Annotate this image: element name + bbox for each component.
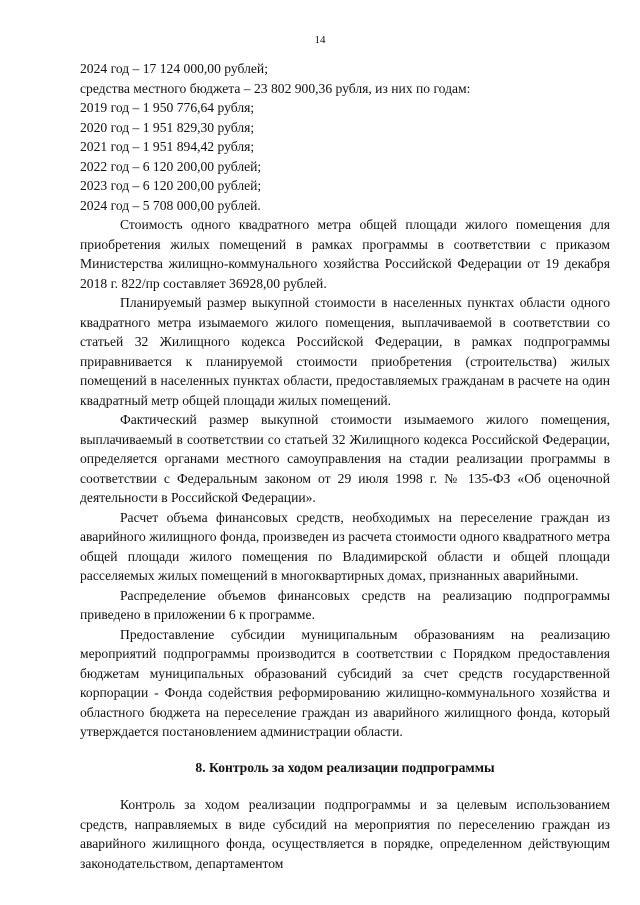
funding-line: средства местного бюджета – 23 802 900,36 рубля, из них по годам: xyxy=(80,80,471,96)
page-number: 14 xyxy=(314,34,326,46)
funding-line: 2020 год – 1 951 829,30 рубля; xyxy=(80,119,255,135)
section-heading: 8. Контроль за ходом реализации подпрограммы xyxy=(195,759,495,775)
body-paragraph: Стоимость одного квадратного метра общей площади жилого помещения для приобретения жилых помещений в рамках программы в соответствии с приказом Министерства жилищно-коммунального хозяйства Российской Федерации от 19 декабря 2018 г. 822/пр составляет 36928,00 рублей. xyxy=(80,217,610,291)
body-paragraph: Фактический размер выкупной стоимости изымаемого жилого помещения, выплачиваемый в соответствии со статьей 32 Жилищного кодекса Российской Федерации, определяется органами местного самоуправления на стадии реализации программы в соответствии с Федеральным законом от 29 июля 1998 г. № 135-ФЗ «Об оценочной деятельности в Российской Федерации». xyxy=(80,412,610,505)
body-paragraph: Предоставление субсидии муниципальным образованиям на реализацию мероприятий подпрограммы производится в соответствии с Порядком предоставления бюджетам муниципальных образований субсидий за счет средств государственной корпорации - Фонда содействия реформированию жилищно-коммунального хозяйства и областного бюджета на переселение граждан из аварийного жилищного фонда, который утверждается постановлением администрации области. xyxy=(80,626,610,739)
body-paragraph: Расчет объема финансовых средств, необходимых на переселение граждан из аварийного жилищного фонда, произведен из расчета стоимости одного квадратного метра общей площади жилого помещения по Владимирской области и общей площади расселяемых жилых помещений в многоквартирных домах, признанных аварийными. xyxy=(80,509,610,583)
funding-line: 2024 год – 5 708 000,00 рублей. xyxy=(80,197,261,213)
body-paragraph: Планируемый размер выкупной стоимости в населенных пунктах области одного квадратного метра изымаемого жилого помещения, выплачиваемой в соответствии со статьей 32 Жилищного кодекса Российской Федерации, в рамках подпрограммы приравнивается к планируемой стоимости приобретения (строительства) жилых помещений в населенных пунктах области, предоставляемых гражданам в расчете на один квадратный метр общей площади жилых помещений. xyxy=(80,295,610,408)
funding-line: 2019 год – 1 950 776,64 рубля; xyxy=(80,100,255,115)
page-content xyxy=(80,59,610,873)
funding-line: 2022 год – 6 120 200,00 рублей; xyxy=(80,158,262,174)
funding-line: 2024 год – 17 124 000,00 рублей; xyxy=(80,61,268,76)
funding-line: 2021 год – 1 951 894,42 рубля; xyxy=(80,139,255,154)
funding-line: 2023 год – 6 120 200,00 рублей; xyxy=(80,178,262,193)
body-paragraph: Распределение объемов финансовых средств на реализацию подпрограммы приведено в приложении 6 к программе. xyxy=(80,587,610,622)
body-paragraph: Контроль за ходом реализации подпрограммы и за целевым использованием средств, направляемых в виде субсидий на мероприятия по переселению граждан из аварийного жилищного фонда, осуществляется в порядке, определенном действующим законодательством, департаментом xyxy=(80,797,610,871)
